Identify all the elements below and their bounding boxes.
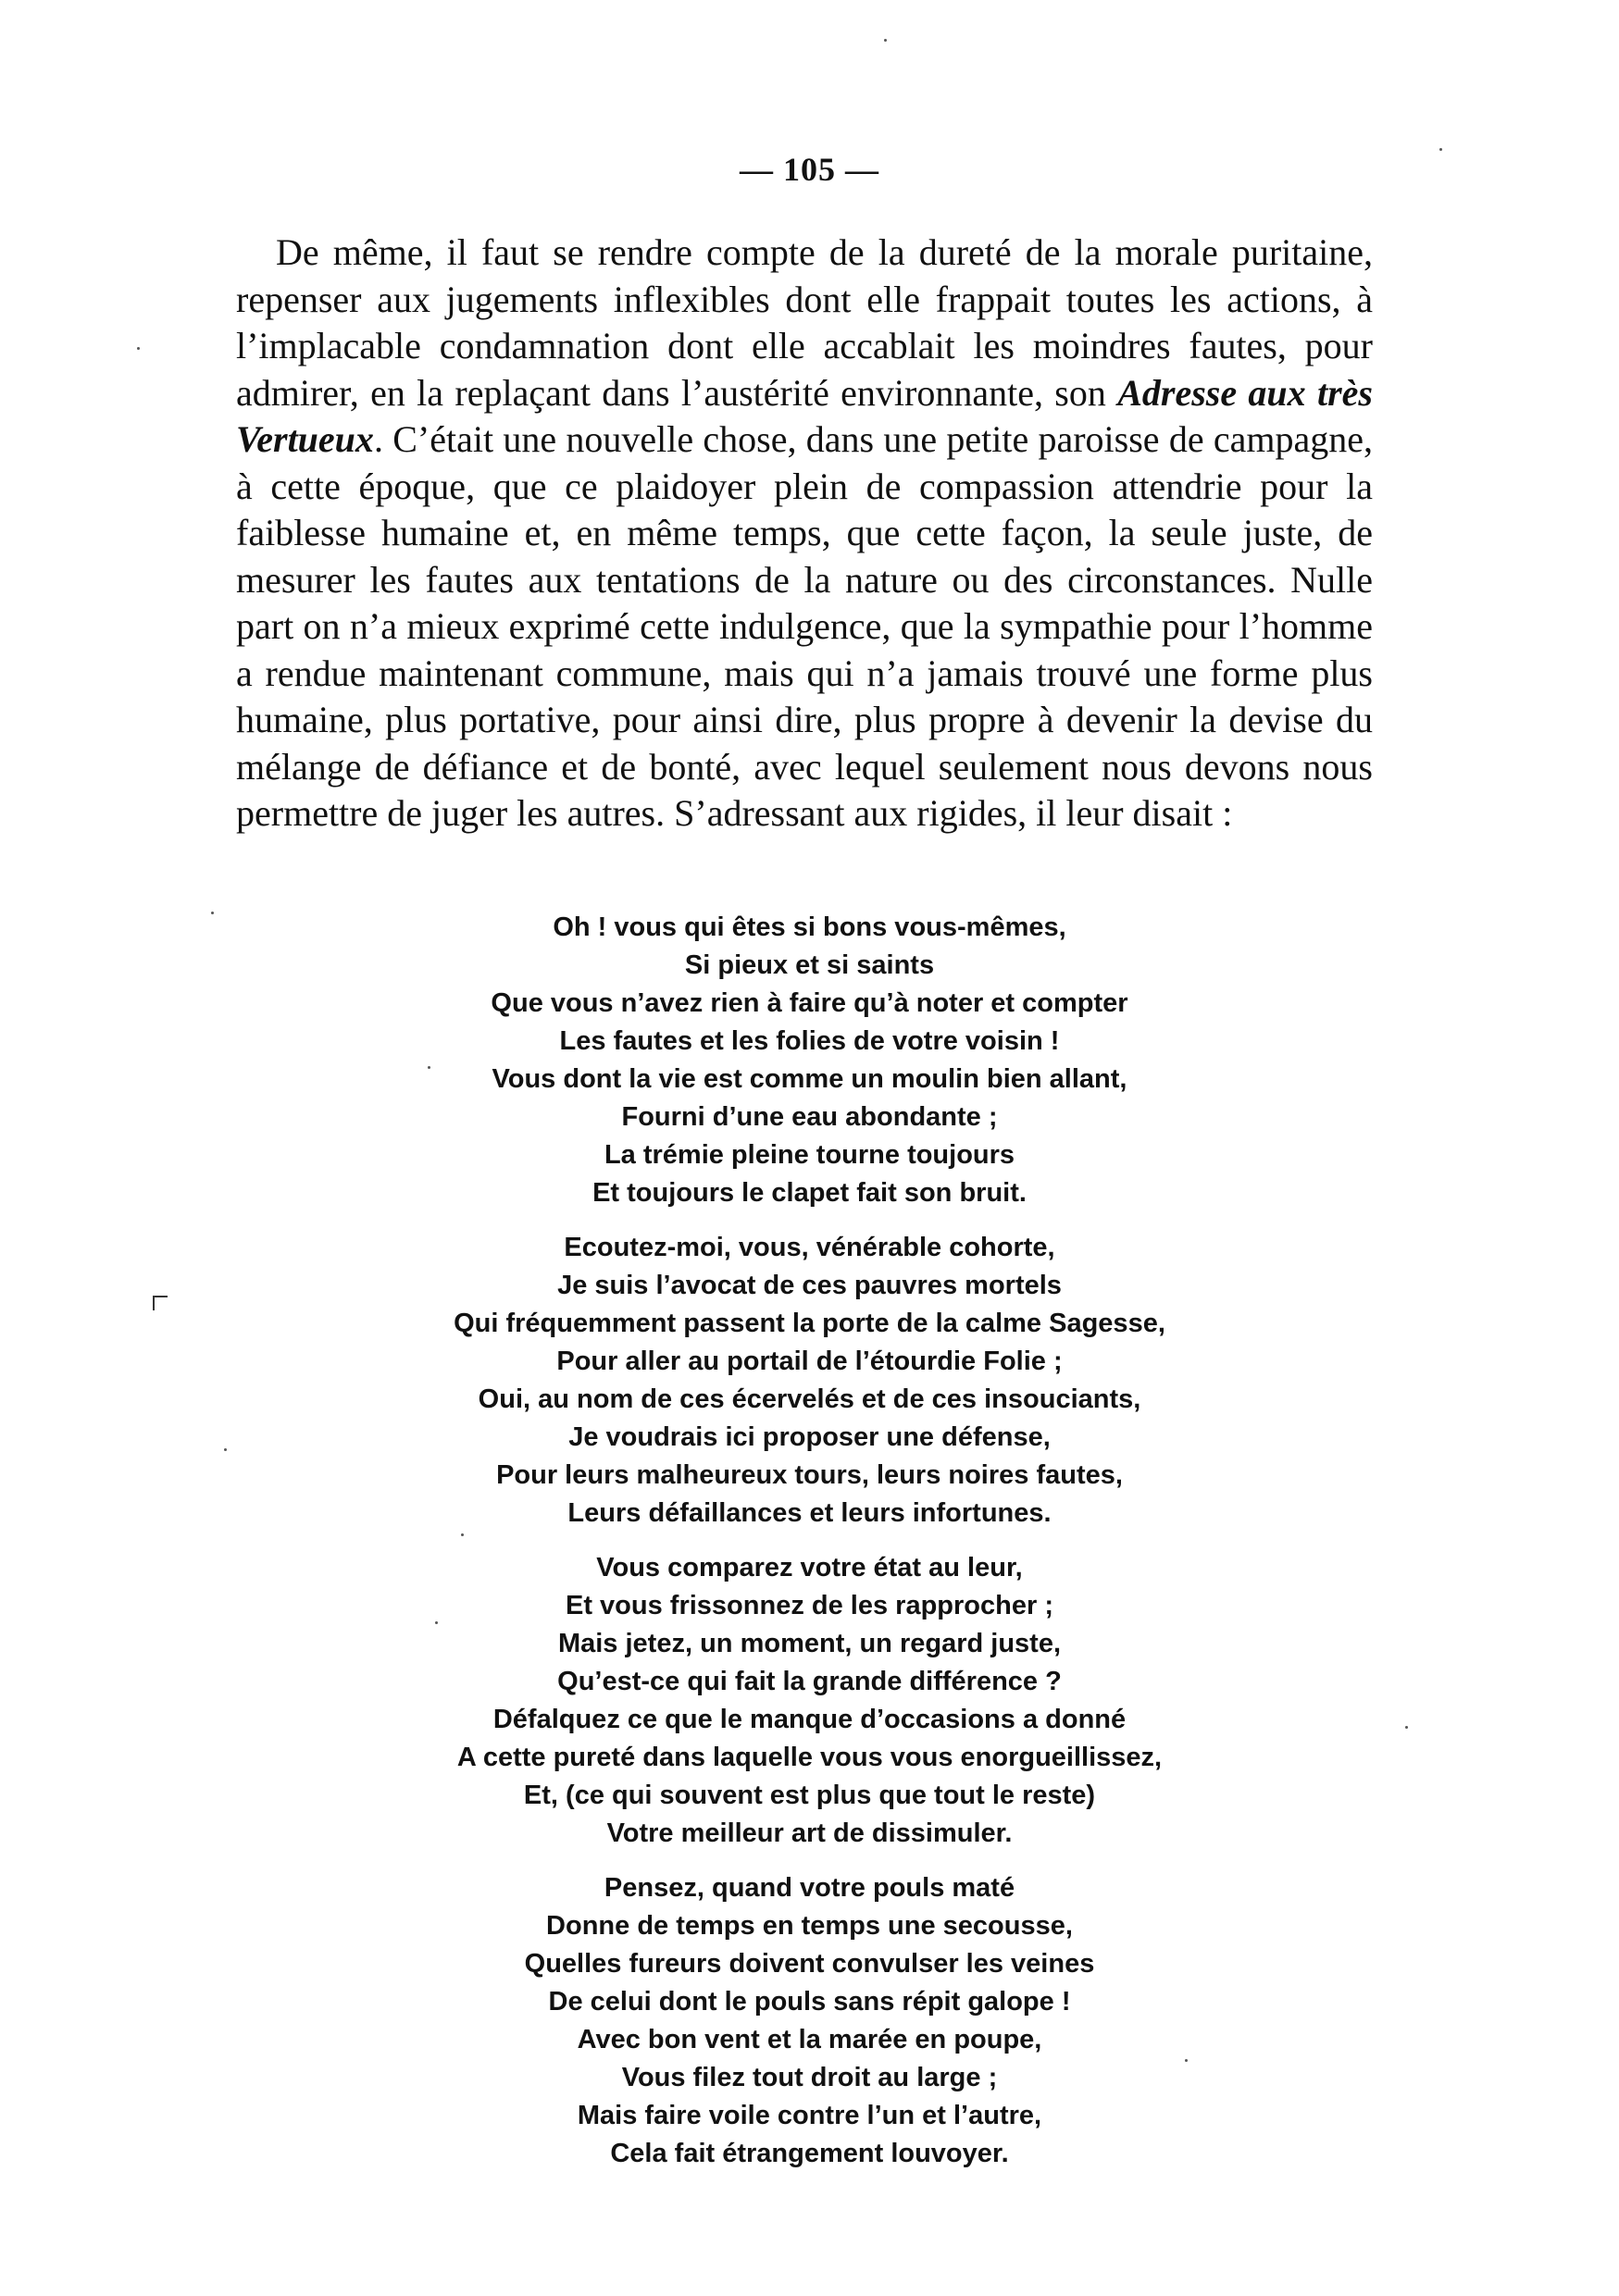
verse-line: Défalquez ce que le manque d’occasions a donné <box>492 1705 1127 1734</box>
scan-speck <box>211 912 214 914</box>
verse-line: Mais jetez, un moment, un regard juste, <box>557 1629 1062 1658</box>
poem-stanza-3 <box>0 1549 1619 1853</box>
scan-speck <box>1405 1726 1408 1729</box>
poem <box>0 909 1619 2190</box>
verse-line: Ecoutez-moi, vous, vénérable cohorte, <box>564 1233 1055 1262</box>
verse-line: Qu’est-ce qui fait la grande différence ? <box>557 1667 1062 1696</box>
verse-line: Oh ! vous qui êtes si bons vous-mêmes, <box>553 912 1066 942</box>
verse-line: Et vous frissonnez de les rapprocher ; <box>566 1591 1053 1620</box>
verse-line: Votre meilleur art de dissimuler. <box>606 1818 1013 1848</box>
verse-line: Leurs défaillances et leurs infortunes. <box>567 1498 1052 1528</box>
paragraph-text-start: De même, il faut se rendre compte de la dureté de la morale puritaine, repenser aux jugements inflexibles dont elle frappait toutes les actions, à l’implacable condamnation dont elle accablait les moindres fautes, pour admirer, en la replaçant dans l’austérité environnante, son <box>236 231 1373 414</box>
body-paragraph-block <box>236 230 1373 838</box>
body-paragraph <box>236 230 1373 838</box>
scan-mark <box>153 1296 168 1310</box>
verse-line: De celui dont le pouls sans répit galope ! <box>548 1987 1071 2017</box>
verse-line: Je suis l’avocat de ces pauvres mortels <box>557 1271 1062 1300</box>
paragraph-text-end: . C’était une nouvelle chose, dans une petite paroisse de campagne, à cette époque, que ce plaidoyer plein de compassion attendrie pour la faiblesse humaine et, en même temps, que cette façon, la seule juste, de mesurer les fautes aux tentations de la nature ou des circonstances. Nulle part on n’a mieux exprimé cette indulgence, que la sympathie pour l’homme a rendue maintenant commune, mais qui n’a jamais trouvé une forme plus humaine, plus portative, pour ainsi dire, plus propre à devenir la devise du mélange de défiance et de bonté, avec lequel seulement nous devons nous permettre de juger les autres. S’adressant aux rigides, il leur disait : <box>236 418 1373 834</box>
verse-line: Pour leurs malheureux tours, leurs noires fautes, <box>496 1460 1123 1490</box>
poem-stanza-1 <box>0 909 1619 1212</box>
scan-speck <box>224 1448 227 1451</box>
verse-line: Quelles fureurs doivent convulser les veines <box>524 1949 1095 1979</box>
verse-line: Qui fréquemment passent la porte de la calme Sagesse, <box>454 1309 1165 1338</box>
verse-line: Oui, au nom de ces écervelés et de ces insouciants, <box>478 1384 1141 1414</box>
verse-line: Vous comparez votre état au leur, <box>596 1553 1023 1582</box>
verse-line: Je voudrais ici proposer une défense, <box>568 1422 1051 1452</box>
verse-line: Si pieux et si saints <box>684 950 935 980</box>
poem-stanza-2 <box>0 1229 1619 1533</box>
scan-speck <box>435 1621 438 1624</box>
verse-line: Mais faire voile contre l’un et l’autre, <box>577 2101 1042 2130</box>
page-number: — 105 — <box>740 151 879 188</box>
verse-line: Vous dont la vie est comme un moulin bien allant, <box>492 1064 1127 1094</box>
verse-line: Cela fait étrangement louvoyer. <box>610 2139 1009 2168</box>
work-title: Adresse aux très Vertueux <box>236 371 1373 460</box>
verse-line: Les fautes et les folies de votre voisin ! <box>559 1026 1060 1056</box>
verse-line: Vous filez tout droit au large ; <box>621 2063 998 2092</box>
verse-line: Que vous n’avez rien à faire qu’à noter et compter <box>491 988 1128 1018</box>
poem-stanza-4 <box>0 1869 1619 2173</box>
verse-line: Fourni d’une eau abondante ; <box>621 1102 998 1132</box>
scan-speck <box>137 347 140 350</box>
scan-speck <box>1439 148 1442 151</box>
verse-line: A cette pureté dans laquelle vous vous enorgueillissez, <box>456 1743 1163 1772</box>
verse-line: Et, (ce qui souvent est plus que tout le reste) <box>523 1781 1096 1810</box>
verse-line: Donne de temps en temps une secousse, <box>546 1911 1073 1941</box>
verse-line: La trémie pleine tourne toujours <box>604 1140 1015 1170</box>
scan-speck <box>428 1066 430 1069</box>
scan-speck <box>1185 2059 1188 2062</box>
verse-line: Et toujours le clapet fait son bruit. <box>592 1178 1027 1208</box>
scan-speck <box>461 1533 464 1536</box>
verse-line: Pensez, quand votre pouls maté <box>604 1873 1015 1903</box>
verse-line: Pour aller au portail de l’étourdie Folie ; <box>556 1347 1063 1376</box>
verse-line: Avec bon vent et la marée en poupe, <box>577 2025 1042 2054</box>
scan-speck <box>884 39 887 42</box>
